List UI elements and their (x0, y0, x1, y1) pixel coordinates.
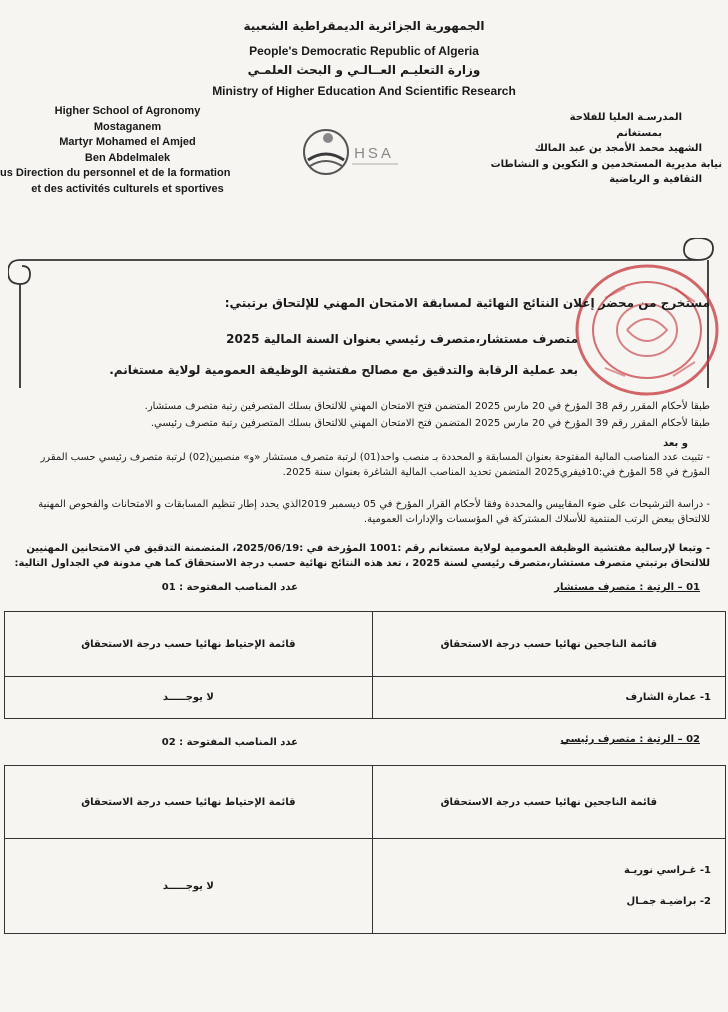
country-title-ar: الجمهورية الجزائرية الديمقراطية الشعبية (243, 19, 485, 33)
ministry-title-ar: وزارة التعليـم العــالـي و البحث العلمـي (247, 63, 481, 77)
school-ar-line: الثقافية و الرياضية (609, 174, 702, 185)
paragraph-positions: - تثبيت عدد المناصب المالية المفتوحة بعنوان المسابقة و المحددة بـ منصب واحد(01) لرتبة متصرف مستشار «و» منصبين(02) لرتبة متصرف رئيسي حسب المقرر المؤرخ في 58 المؤرخ في:10فيفري2025 المتضمن تحديد المناصب المالية الشاغرة بعنوان سنة 2025. (40, 452, 710, 478)
ministry-title-en: Ministry of Higher Education And Scientific Research (212, 84, 516, 98)
paragraph-decree-39: طبقا لأحكام المقرر رقم 39 المؤرخ في 20 مارس 2025 المتضمن فتح الامتحان المهني للالتحاق بسلك المتصرفين رتبة متصرف رئيسي. (150, 418, 710, 429)
banner-line-3: بعد عملية الرقابة والتدقيق مع مصالح مفتشية الوظيفة العمومية لولاية مستغانم. (109, 363, 578, 377)
paragraph-after: و بعد (663, 438, 688, 449)
logo-text: HSA (354, 145, 394, 162)
col-reserve-header: قائمة الإحتياط نهائيا حسب درجة الاستحقاق (5, 612, 373, 677)
paragraph-decree-38: طبقا لأحكام المقرر رقم 38 المؤرخ في 20 مارس 2025 المتضمن فتح الامتحان المهني للالتحاق بسلك المتصرفين رتبة متصرف مستشار. (144, 401, 710, 412)
school-en-line: Mostaganem (93, 120, 162, 133)
school-ar-line: بمستغانم (616, 127, 662, 139)
school-en-line: et des activités culturels et sportives (31, 182, 224, 195)
school-ar-line: نيابة مديرية المستخدمين و التكوين و النشاطات (490, 158, 722, 170)
paragraph-inspection: - وتبعا لإرسالية مفتشية الوظيفة العمومية لولاية مستغانم رقم :1001 المؤرخة في :2025/06/19، المتضمنة التدقيق في الامتحانين المهنيين للالتحاق برتبتي متصرف مستشار،متصرف رئيسي لسنة 2025 ، تعد هذه النتائج نهائية حسب درجة الاستحقاق كما هي مدونة في الجداول التالية: (14, 543, 710, 569)
section-2-positions-count: عدد المناصب المفتوحة : 02 (161, 737, 298, 748)
results-table-2 (4, 765, 726, 934)
school-name-ar (472, 110, 722, 188)
school-en-line: us Direction du personnel et de la formation (0, 167, 231, 179)
section-1-title: 01 – الرتبة : متصرف مستشار (554, 582, 700, 593)
col-reserve-header: قائمة الإحتياط نهائيا حسب درجة الاستحقاق (5, 766, 373, 839)
table-cell-reserve: لا يوجـــــد (5, 677, 373, 719)
school-logo (302, 108, 414, 194)
successful-candidate: 1- غـراسي نوريـة (624, 865, 711, 876)
successful-candidate: 1- عمارة الشارف (625, 692, 711, 703)
successful-candidate: 2- براضيـة جمـال (626, 896, 711, 907)
results-table-1 (4, 611, 726, 719)
table-cell-reserve: لا يوجـــــد (5, 839, 373, 934)
official-stamp (565, 258, 725, 398)
school-en-line: Higher School of Agronomy (54, 105, 201, 117)
table-cell-success (372, 677, 725, 719)
banner-line-1: مستخرج من محضر إعلان النتائج النهائية لمسابقة الامتحان المهني للإلتحاق برتبتي: (224, 296, 710, 310)
country-title-en: People's Democratic Republic of Algeria (249, 44, 479, 58)
section-2-title: 02 – الرتبة : متصرف رئيسي (560, 734, 700, 745)
col-success-header: قائمة الناجحين نهائيا حسب درجة الاستحقاق (372, 766, 725, 839)
paragraph-candidacies: - دراسة الترشيحات على ضوء المقاييس والمحددة وفقا لأحكام القرار المؤرخ في 05 ديسمبر 2019الذي يحدد إطار تنظيم المسابقات و الامتحانات والفحوص المهنية للالتحاق ببعض الرتب المنتمية للأسلاك المشتركة في المؤسسات والإدارات العمومية. (38, 499, 710, 525)
table-cell-success (372, 839, 725, 934)
school-name-en (0, 104, 255, 197)
col-success-header: قائمة الناجحين نهائيا حسب درجة الاستحقاق (372, 612, 725, 677)
section-1-positions-count: عدد المناصب المفتوحة : 01 (161, 582, 298, 593)
school-en-line: Ben Abdelmalek (84, 151, 171, 164)
school-ar-line: الشهيد محمد الأمجد بن عبد المالك (534, 143, 702, 154)
school-ar-line: المدرسـة العليا للفلاحة (569, 112, 682, 123)
school-en-line: Martyr Mohamed el Amjed (59, 136, 196, 148)
banner-line-2: متصرف مستشار،متصرف رئيسي بعنوان السنة المالية 2025 (226, 332, 578, 346)
